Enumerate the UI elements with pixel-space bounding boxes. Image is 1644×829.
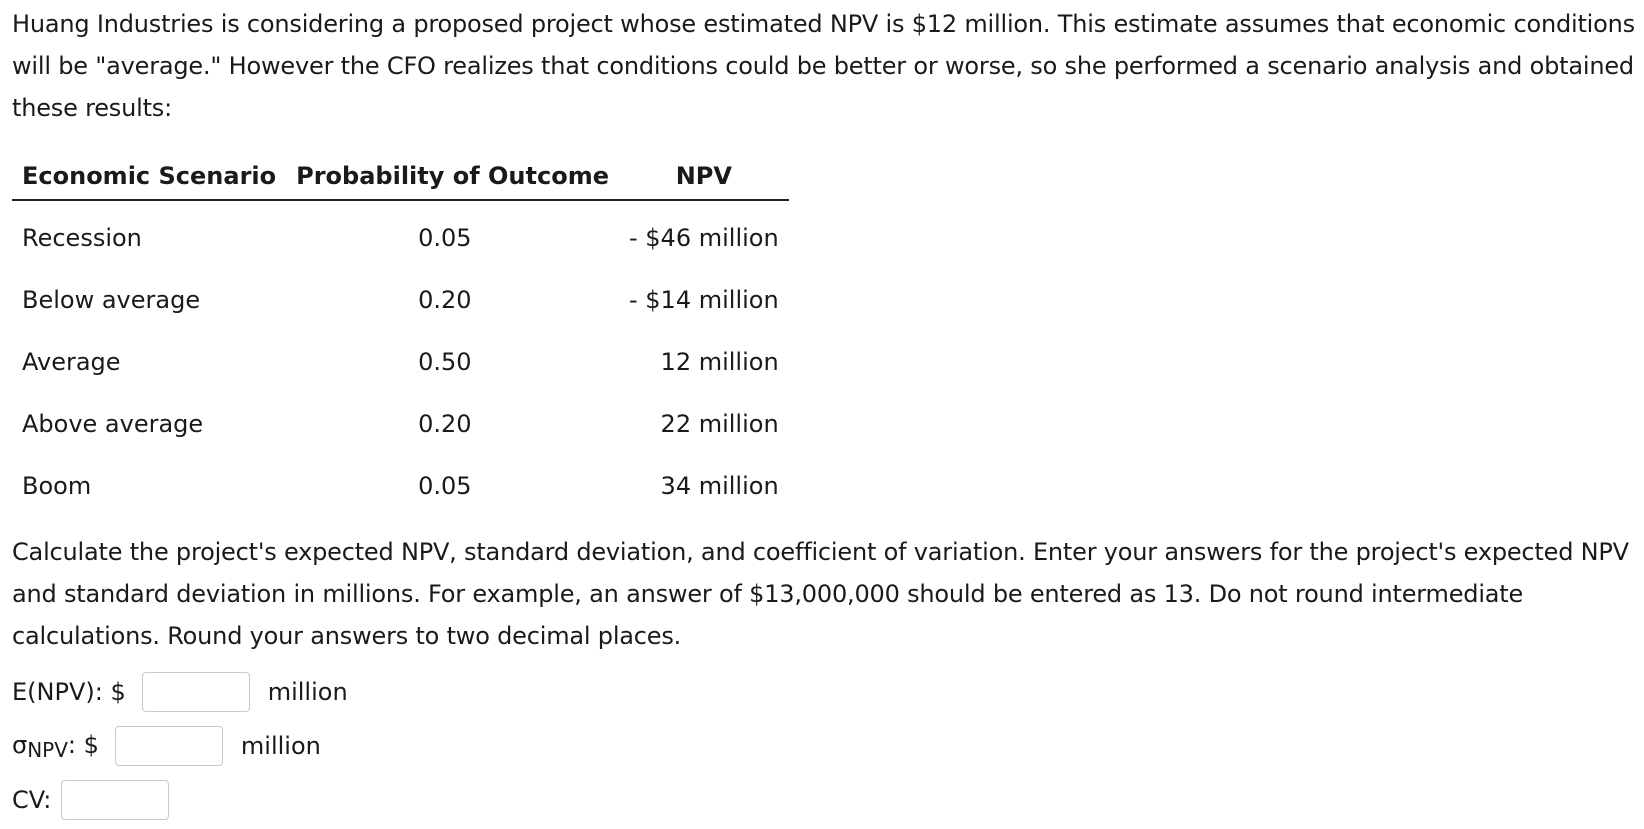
- sigma-unit: million: [240, 732, 321, 760]
- sigma-suffix: : $: [67, 730, 99, 759]
- question-text: Calculate the project's expected NPV, standard deviation, and coefficient of variation. Enter your answers for the project's expected NPV and standard deviation in millions. For example, an answer of $13,000,000 should be entered as 13. Do not round intermediate calculations. Round your answers to two decimal places.: [12, 538, 1629, 650]
- table-row: [12, 269, 789, 331]
- scenario-cell: Boom: [22, 472, 92, 500]
- probability-cell: 0.05: [418, 224, 472, 252]
- header-npv: NPV: [619, 153, 789, 200]
- probability-cell: 0.05: [418, 472, 472, 500]
- cv-row: [12, 775, 1637, 825]
- npv-cell: 12 million: [660, 348, 779, 376]
- scenario-cell: Below average: [22, 286, 201, 314]
- enpv-label: E(NPV): $: [12, 678, 126, 706]
- header-probability: Probability of Outcome: [286, 153, 619, 200]
- enpv-input[interactable]: [142, 672, 250, 712]
- cv-input[interactable]: [61, 780, 169, 820]
- sigma-subscript: NPV: [27, 737, 68, 762]
- scenario-table: [12, 153, 789, 517]
- probability-cell: 0.20: [418, 286, 472, 314]
- sigma-symbol: σ: [12, 730, 28, 759]
- table-row: [12, 331, 789, 393]
- enpv-unit: million: [267, 678, 348, 706]
- npv-cell: - $14 million: [629, 286, 779, 314]
- probability-cell: 0.20: [418, 410, 472, 438]
- npv-cell: - $46 million: [629, 224, 779, 252]
- sigma-input[interactable]: [115, 726, 223, 766]
- scenario-cell: Recession: [22, 224, 142, 252]
- table-row: [12, 200, 789, 269]
- scenario-cell: Above average: [22, 410, 204, 438]
- table-row: [12, 455, 789, 517]
- sigma-label: [12, 731, 99, 762]
- table-header-row: [12, 153, 789, 200]
- problem-intro: Huang Industries is considering a proposed project whose estimated NPV is $12 million. This estimate assumes that economic conditions will be "average." However the CFO realizes that conditions could be better or worse, so she performed a scenario analysis and obtained these results:: [12, 10, 1635, 122]
- table-row: [12, 393, 789, 455]
- answer-section: [12, 667, 1637, 825]
- cv-label: CV:: [12, 786, 52, 814]
- sigma-row: [12, 721, 1637, 771]
- npv-cell: 22 million: [660, 410, 779, 438]
- scenario-cell: Average: [22, 348, 121, 376]
- header-economic-scenario: Economic Scenario: [12, 153, 286, 200]
- enpv-row: [12, 667, 1637, 717]
- probability-cell: 0.50: [418, 348, 472, 376]
- problem-container: [12, 0, 1637, 829]
- npv-cell: 34 million: [660, 472, 779, 500]
